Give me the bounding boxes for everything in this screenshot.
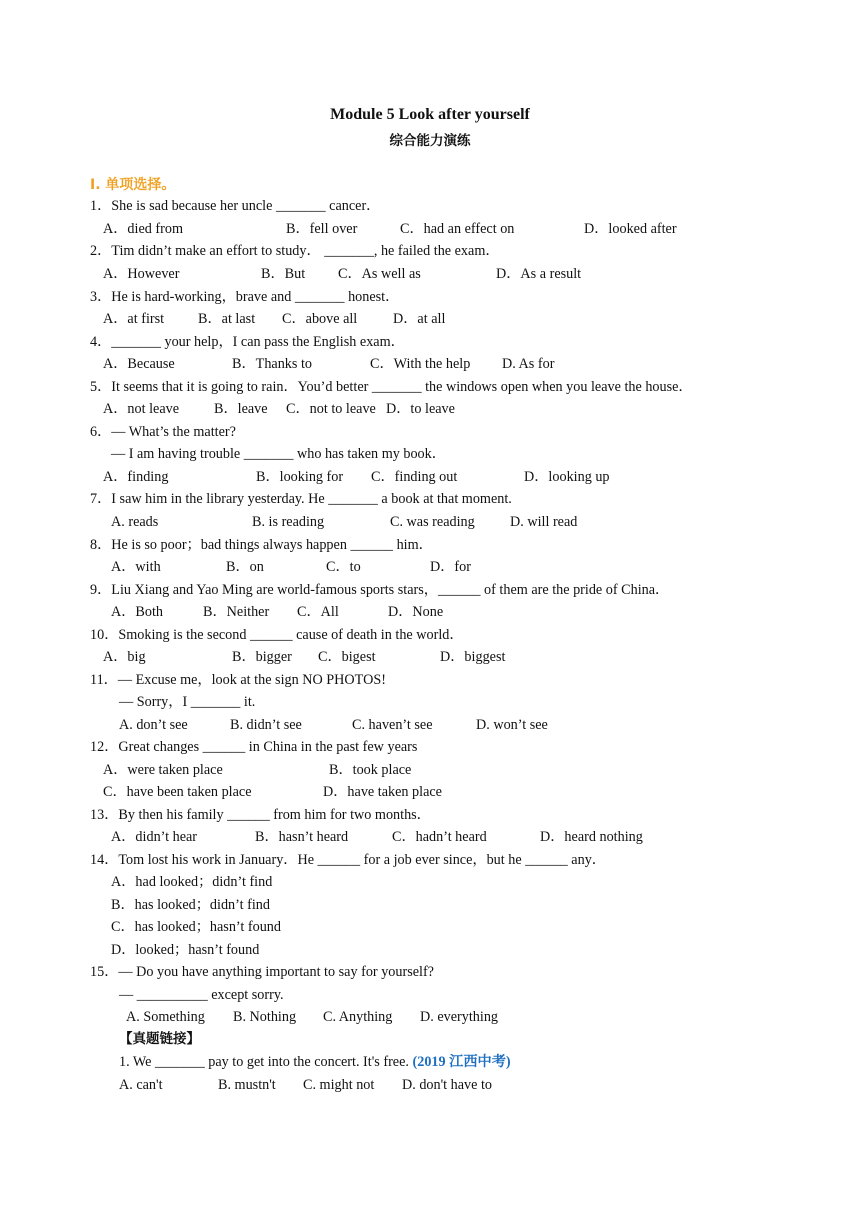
question-1-option-c: C．had an effect on: [400, 221, 515, 237]
real-link-source: (2019 江西中考): [412, 1054, 511, 1070]
question-15-option-b: B. Nothing: [233, 1009, 297, 1025]
question-8-option-d: D．for: [430, 559, 471, 575]
question-3-option-c: C．above all: [282, 311, 358, 327]
question-2-option-a: A．However: [103, 266, 180, 282]
question-10-option-c: C．bigest: [318, 649, 376, 665]
question-6-option-d: D．looking up: [524, 469, 610, 485]
question-4-option-a: A．Because: [103, 356, 175, 372]
question-2-option-c: C．As well as: [338, 266, 421, 282]
real-link-option-a: A. can't: [119, 1077, 163, 1093]
question-12-option-a: A．were taken place: [103, 762, 223, 778]
question-4-stem: 4．_______ your help，I can pass the English exam．: [90, 334, 405, 350]
question-2-option-b: B．But: [261, 266, 306, 282]
question-10-option-b: B．bigger: [232, 649, 292, 665]
question-6-option-b: B．looking for: [256, 469, 344, 485]
page-title: Module 5 Look after yourself: [330, 106, 530, 123]
question-8-option-c: C．to: [326, 559, 361, 575]
real-link-option-d: D. don't have to: [402, 1077, 493, 1093]
question-8-stem: 8．He is so poor；bad things always happen ______ him．: [90, 537, 433, 553]
question-8-option-b: B．on: [226, 559, 264, 575]
question-7-stem: 7．I saw him in the library yesterday. He _______ a book at that moment.: [90, 491, 512, 507]
question-1-stem: 1．She is sad because her uncle _______ cancer．: [90, 198, 381, 214]
page-subtitle: 综合能力演练: [389, 133, 471, 149]
question-11-option-c: C. haven’t see: [352, 717, 433, 733]
question-11-option-b: B. didn’t see: [230, 717, 302, 733]
question-9-option-d: D．None: [388, 604, 444, 620]
question-13-option-c: C．hadn’t heard: [392, 829, 487, 845]
question-2-option-d: D．As a result: [496, 266, 582, 282]
question-5-option-d: D．to leave: [386, 401, 455, 417]
question-14-stem: 14．Tom lost his work in January．He ______ for a job ever since，but he ______ any．: [90, 852, 606, 868]
question-11-stem-reply: — Sorry，I _______ it.: [119, 694, 256, 710]
question-6-option-c: C．finding out: [371, 469, 458, 485]
real-link-heading: 【真题链接】: [119, 1031, 200, 1047]
question-15-option-a: A. Something: [126, 1009, 205, 1025]
question-7-option-c: C. was reading: [390, 514, 475, 530]
question-9-option-c: C．All: [297, 604, 339, 620]
question-5-stem: 5．It seems that it is going to rain．You’d better _______ the windows open when you leave the house．: [90, 379, 693, 395]
question-10-option-a: A．big: [103, 649, 146, 665]
question-13-stem: 13．By then his family ______ from him for two months．: [90, 807, 431, 823]
question-11-stem: 11．— Excuse me，look at the sign NO PHOTOS!: [90, 672, 386, 688]
question-5-option-b: B．leave: [214, 401, 268, 417]
question-12-option-c: C．have been taken place: [103, 784, 252, 800]
question-5-option-a: A．not leave: [103, 401, 180, 417]
question-11-option-a: A. don’t see: [119, 717, 188, 733]
question-4-option-c: C．With the help: [370, 356, 471, 372]
real-link-option-b: B. mustn't: [218, 1077, 276, 1093]
question-9-option-b: B．Neither: [203, 604, 270, 620]
question-12-stem: 12．Great changes ______ in China in the past few years: [90, 739, 418, 755]
question-2-stem: 2．Tim didn’t make an effort to study． _______, he failed the exam．: [90, 243, 500, 259]
question-9-option-a: A．Both: [111, 604, 164, 620]
question-8-option-a: A．with: [111, 559, 161, 575]
question-9-stem: 9．Liu Xiang and Yao Ming are world-famous sports stars，______ of them are the pride of China．: [90, 582, 670, 598]
question-13-option-b: B．hasn’t heard: [255, 829, 349, 845]
question-3-stem: 3．He is hard-working，brave and _______ honest．: [90, 289, 400, 305]
question-7-option-d: D. will read: [510, 514, 578, 530]
question-1-option-a: A．died from: [103, 221, 183, 237]
question-7-option-b: B. is reading: [252, 514, 325, 530]
question-6-stem: 6．— What’s the matter?: [90, 424, 236, 440]
question-15-option-c: C. Anything: [323, 1009, 393, 1025]
real-link-question: [119, 1053, 511, 1071]
question-14-option-d: D．looked；hasn’t found: [111, 942, 260, 958]
real-link-stem: 1. We _______ pay to get into the concert. It's free.: [119, 1054, 409, 1070]
question-14-option-b: B．has looked；didn’t find: [111, 897, 270, 913]
question-15-option-d: D. everything: [420, 1009, 499, 1025]
question-1-option-d: D．looked after: [584, 221, 677, 237]
question-4-option-b: B．Thanks to: [232, 356, 312, 372]
question-6-option-a: A．finding: [103, 469, 169, 485]
question-12-option-d: D．have taken place: [323, 784, 442, 800]
question-13-option-d: D．heard nothing: [540, 829, 643, 845]
question-14-option-a: A．had looked；didn’t find: [111, 874, 273, 890]
question-13-option-a: A．didn’t hear: [111, 829, 198, 845]
question-5-option-c: C．not to leave: [286, 401, 376, 417]
question-10-option-d: D．biggest: [440, 649, 506, 665]
question-3-option-d: D．at all: [393, 311, 446, 327]
question-15-stem-reply: — __________ except sorry.: [119, 987, 284, 1003]
question-3-option-b: B．at last: [198, 311, 256, 327]
question-14-option-c: C．has looked；hasn’t found: [111, 919, 281, 935]
question-11-option-d: D. won’t see: [476, 717, 548, 733]
question-3-option-a: A．at first: [103, 311, 165, 327]
question-7-option-a: A. reads: [111, 514, 159, 530]
question-15-stem: 15．— Do you have anything important to say for yourself?: [90, 964, 434, 980]
question-6-stem-reply: — I am having trouble _______ who has taken my book．: [111, 446, 446, 462]
real-link-option-c: C. might not: [303, 1077, 375, 1093]
question-1-option-b: B．fell over: [286, 221, 358, 237]
question-4-option-d: D. As for: [502, 356, 555, 372]
question-12-option-b: B．took place: [329, 762, 412, 778]
section-heading: I. 单项选择。: [90, 177, 176, 193]
question-10-stem: 10．Smoking is the second ______ cause of death in the world．: [90, 627, 464, 643]
